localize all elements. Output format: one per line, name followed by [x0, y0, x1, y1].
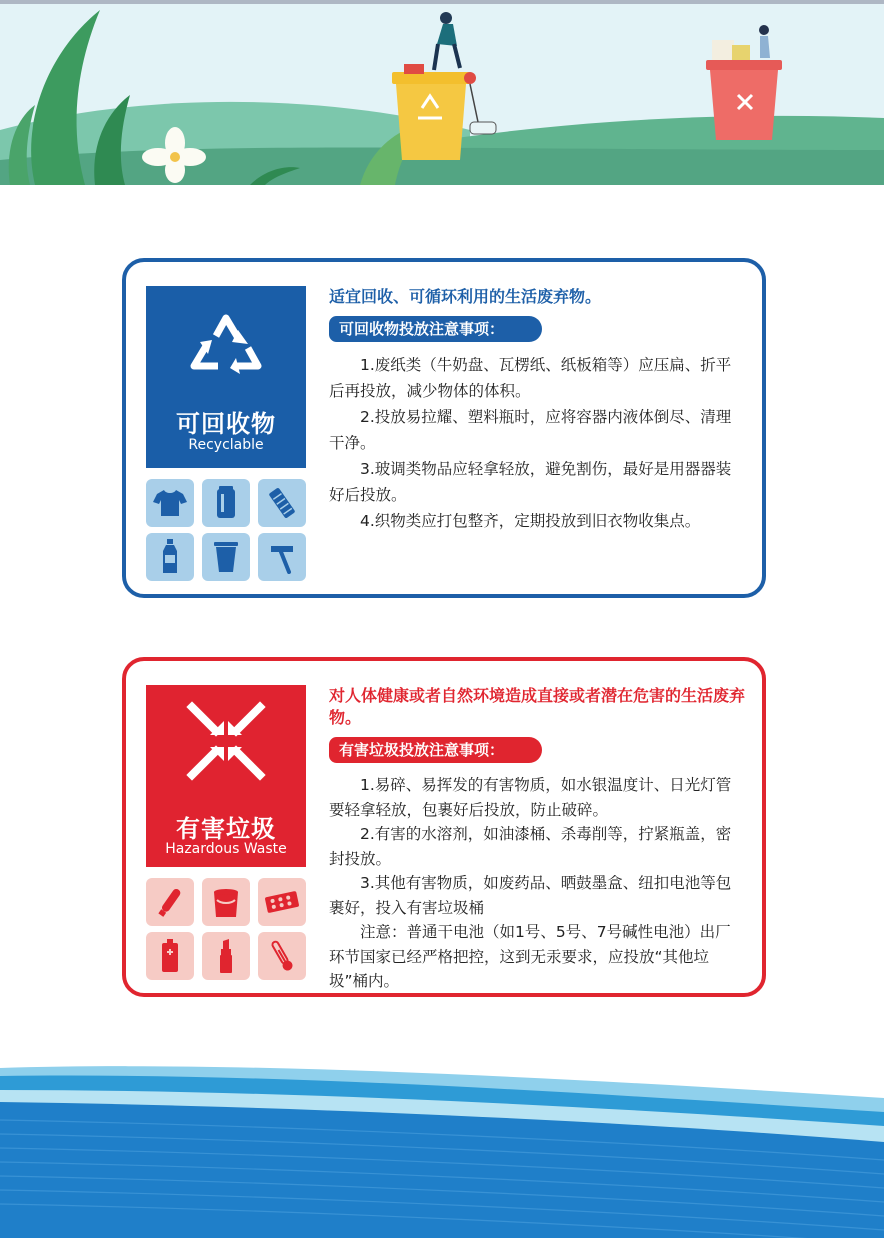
list-item: 1.易碎、易挥发的有害物质，如水银温度计、日光灯管要轻拿轻放，包裹好后投放，防止破碎。: [329, 776, 732, 819]
recyclable-card: [122, 258, 766, 598]
list-item: 注意：普通干电池（如1号、5号、7号碱性电池）出厂环节国家已经严格把控，这到无汞要求，应投放“其他垃圾”桶内。: [329, 923, 731, 990]
recyclable-label-cn: 可回收物: [176, 410, 276, 438]
hazard-x-icon: [178, 693, 274, 789]
recyclable-notice-title: 可回收物投放注意事项：: [329, 316, 542, 342]
lipstick-icon: [202, 932, 250, 980]
hazardous-content: [329, 685, 745, 994]
hazardous-label-box: [146, 685, 306, 867]
fluorescent-tube-icon: [146, 878, 194, 926]
recyclable-label-box: [146, 286, 306, 468]
list-item: 4.织物类应打包整齐，定期投放到旧衣物收集点。: [360, 512, 701, 530]
hazardous-headline: 对人体健康或者自然环境造成直接或者潜在危害的生活废弃物。: [329, 686, 746, 727]
hazardous-notice-title: 有害垃圾投放注意事项：: [329, 737, 542, 763]
recyclable-content: [329, 286, 745, 534]
hazardous-label-en: Hazardous Waste: [165, 841, 287, 857]
list-item: 3.其他有害物质，如废药品、晒鼓墨盒、纽扣电池等包裹好，投入有害垃圾桶: [329, 874, 732, 917]
battery-icon: [146, 932, 194, 980]
list-item: 2.投放易拉耀、塑料瓶时，应将容器内液体倒尽、清理干净。: [329, 408, 732, 452]
shirt-icon: [146, 479, 194, 527]
hazardous-notice-list: [329, 773, 745, 994]
recyclable-headline: 适宜回收、可循环利用的生活废弃物。: [329, 287, 602, 306]
cup-icon: [202, 533, 250, 581]
hazardous-icon-grid: [146, 878, 306, 980]
thermometer-icon: [258, 932, 306, 980]
bottom-wave-decoration: [0, 1050, 884, 1238]
pill-blister-icon: [258, 878, 306, 926]
list-item: 3.玻调类物品应轻拿轻放，避免割伤，最好是用器器装好后投放。: [329, 460, 732, 504]
hazardous-card: [122, 657, 766, 997]
top-banner-illustration: [0, 0, 884, 185]
paint-bucket-icon: [202, 878, 250, 926]
recyclable-icon-grid: [146, 479, 306, 581]
list-item: 2.有害的水溶剂，如油漆桶、杀毒削等，拧紧瓶盖，密封投放。: [329, 825, 732, 868]
recyclable-notice-list: [329, 352, 745, 534]
tool-icon: [258, 533, 306, 581]
can-icon: [202, 479, 250, 527]
list-item: 1.废纸类（牛奶盘、瓦楞纸、纸板箱等）应压扁、折平后再投放，减少物体的体积。: [329, 356, 732, 400]
recyclable-label-en: Recyclable: [188, 437, 264, 453]
recycle-icon: [178, 296, 274, 392]
rolled-paper-icon: [258, 479, 306, 527]
hazardous-label-cn: 有害垃圾: [176, 815, 276, 843]
bottle-icon: [146, 533, 194, 581]
